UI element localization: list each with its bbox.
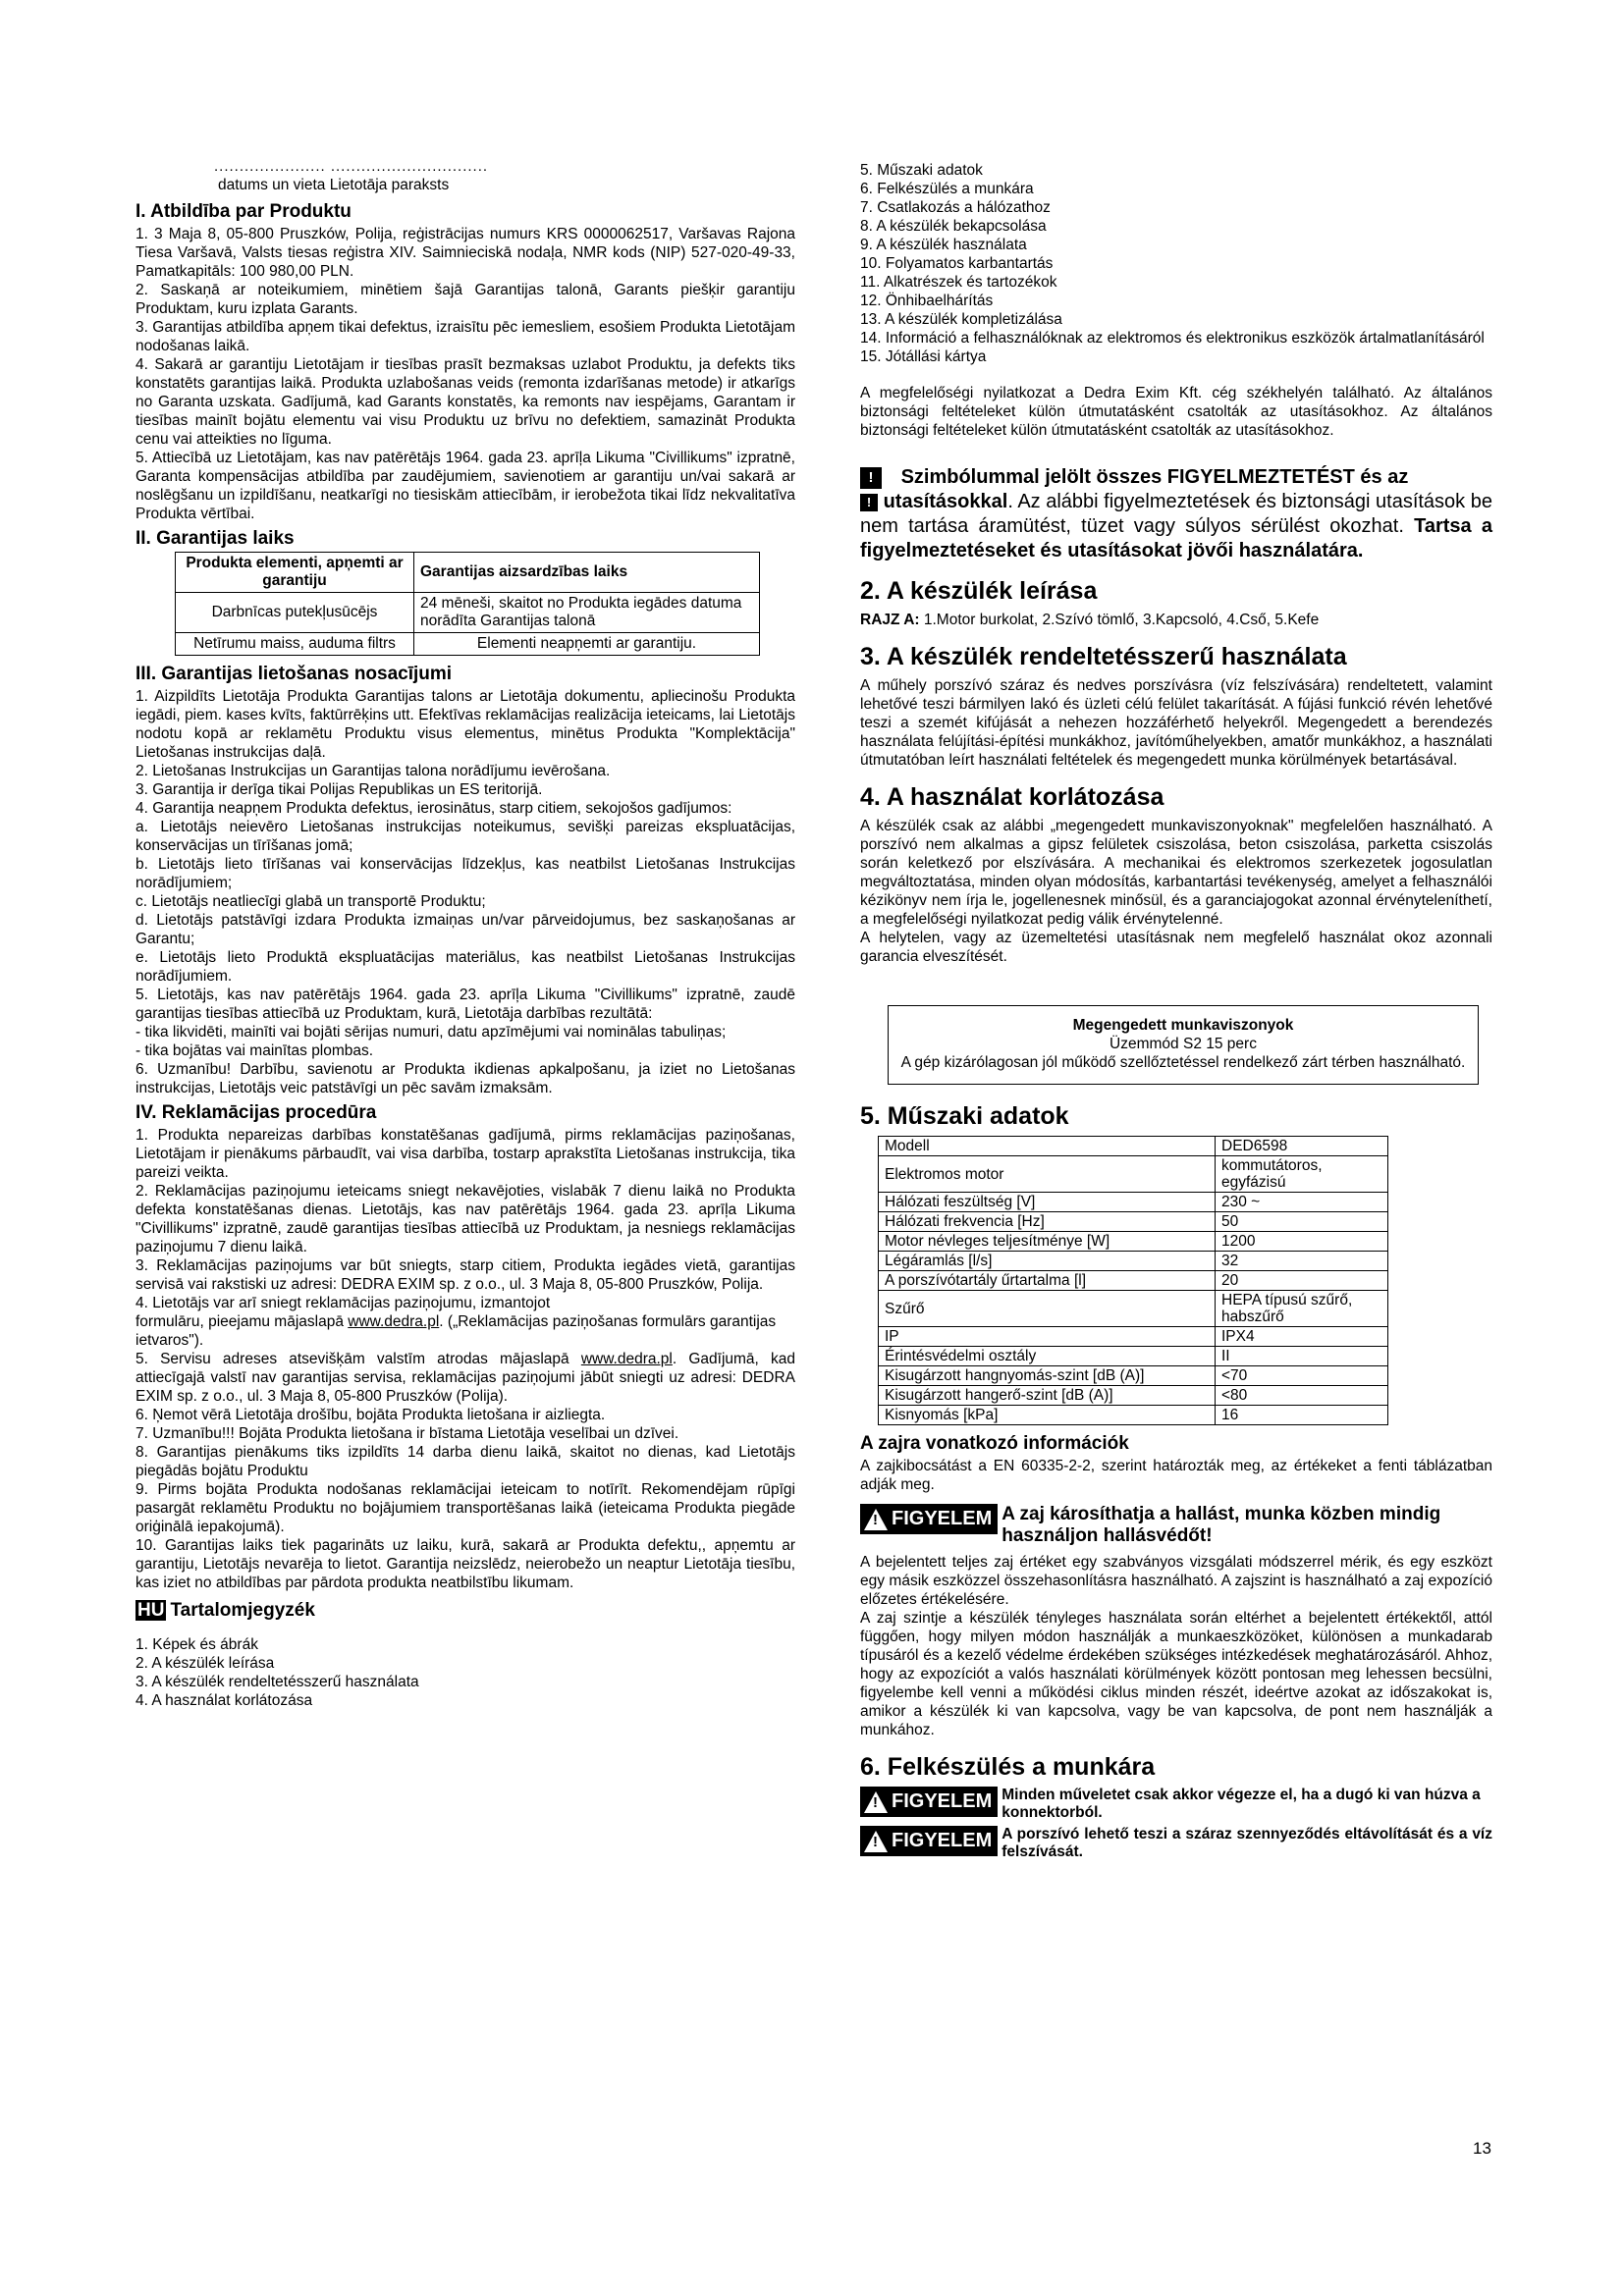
spec-value: <70	[1216, 1366, 1388, 1386]
left-column	[135, 157, 795, 1710]
lv-s4-para-4b: formulāru, pieejamu mājaslapā www.dedra.pl. („Reklamācijas paziņošanas formulārs garantijas ietvaros").	[135, 1313, 777, 1349]
table-cell: Netīrumu maiss, auduma filtrs	[176, 633, 414, 656]
spec-value: IPX4	[1216, 1327, 1388, 1347]
hu-s3-text: A műhely porszívó száraz és nedves porszívásra (víz felszívására) rendeltetett, valamint lehetővé teszi bármilyen lakó és üzleti célú felület takarítását. A fújási funkció révén lehetővé teszi a szemét kifújását a nehezen hozzáférhető helyekről. Megengedett a berendezés használata felújítási-építési munkákhoz, javítóműhelyekben, amatőr munkákhoz, a használati útmutatóban leírt használati feltételek és megengedett munka körülmények betartásával.	[860, 677, 1492, 769]
spec-value: 230 ~	[1216, 1193, 1388, 1212]
toc-item: 3. A készülék rendeltetésszerű használata	[135, 1674, 419, 1690]
table-row	[879, 1291, 1388, 1327]
lv-s4-para: 10. Garantijas laiks tiek pagarināts uz laiku, kurā, sakarā ar Produkta defektu,, apņemtu ar garantiju, Lietotājs nevarēja to lietot. Garantija neizslēdz, neierobežo un neaptur Lietotāja tiesību, kas iziet no atbildības par pārdota produkta neatbilstību likumam.	[135, 1537, 795, 1591]
spec-table	[878, 1136, 1388, 1425]
hu-s4-text: A készülék csak az alábbi „megengedett munkaviszonyoknak" megfelelően használható. A porszívó nem alkalmas a gipsz felületek csiszolása, beton csiszolása, parketta csiszolás során keletkező por elszívására. A mechanikai és elektromos szerkezetek jogosulatlan megváltoztatása, minden olyan módosítás, karbantartási tevékenység, amelyet a felhasználói kézikönyv nem írja le, jogellenesnek minősül, és a garanciajogokat azonnal érvényteleníthetí, a megfelelőségi nyilatkozat pedig válik érvénytelenné.	[860, 818, 1492, 928]
noise-text: A zajkibocsátást a EN 60335-2-2, szerint határozták meg, az értékeket a fenti táblázatban adják meg.	[860, 1458, 1492, 1493]
page-number: 13	[1473, 2139, 1491, 2158]
allowed-conditions-box	[888, 1005, 1479, 1085]
figyelem-badge: ! FIGYELEM	[860, 1787, 998, 1817]
table-row	[176, 633, 760, 656]
lv-s1-para: 3. Garantijas atbildība apņem tikai defektus, izraisītu pēc iemesliem, esošiem Produkta Lietotājam nodošanas laikā.	[135, 319, 795, 354]
spec-value: 50	[1216, 1212, 1388, 1232]
spec-label: Motor névleges teljesítménye [W]	[879, 1232, 1216, 1252]
noise-warning: ! FIGYELEM A zaj károsíthatja a hallást, munka közben mindig használjon hallásvédőt!	[860, 1504, 1492, 1547]
toc-item: 12. Önhibaelhárítás	[860, 293, 994, 309]
prep-warning: ! FIGYELEM Minden műveletet csak akkor végezze el, ha a dugó ki van húzva a konnektorból.	[860, 1787, 1492, 1822]
website-link[interactable]: www.dedra.pl	[348, 1313, 440, 1330]
table-header-cell: Garantijas aizsardzības laiks	[414, 553, 760, 593]
spec-value: II	[1216, 1347, 1388, 1366]
lv-s3-para: a. Lietotājs neievēro Lietošanas instrukcijas noteikumus, sevišķi pareizas ekspluatācijas, konservācijas un tīrīšanas jomā;	[135, 819, 795, 854]
lv-s4-para: 9. Pirms bojāta Produkta nodošanas reklamācijai ieteicam to notīrīt. Rekomendējam rūpīgi pasargāt reklamētu Produktu no bojājumiem transportēšanas laikā (ieteicama Produkta piegāde oriģinālā iepakojumā).	[135, 1481, 795, 1535]
toc-item: 5. Műszaki adatok	[860, 162, 983, 179]
spec-value: 20	[1216, 1271, 1388, 1291]
hu-section-6-title: 6. Felkészülés a munkára	[860, 1753, 1156, 1781]
warranty-table	[175, 552, 760, 656]
table-row	[879, 1212, 1388, 1232]
spec-label: Hálózati feszültség [V]	[879, 1193, 1216, 1212]
website-link[interactable]: www.dedra.pl	[580, 1351, 673, 1367]
lv-s4-para-5: 5. Servisu adreses atsevišķām valstīm atrodas mājaslapā www.dedra.pl. Gadījumā, kad attiecīgajā valstī nav garantijas servisa, reklamācijas paziņojumi jābūt sniegti uz adresi: DEDRA EXIM sp. z o.o., ul. 3 Maja 8, 05-800 Pruszków (Polija).	[135, 1351, 795, 1405]
noise-para: A zaj szintje a készülék tényleges használata során eltérhet a bejelentett értékektől, attól függően, hogy milyen módon használják a munkaeszközöket, különösen a munkadarab típusáról és a kezelő védelme érdekében szükséges intézkedések meghatározásáról. Ahhoz, hogy az expozíciót a valós használati körülmények között pontosan meg lehessen becsülni, figyelembe kell venni a működési ciklus minden részét, ideértve azokat az időszakokat is, amikor a készülék ki van kapcsolva, vagy be van kapcsolva, de pont nem használják a munkához.	[860, 1610, 1492, 1738]
box-title: Megengedett munkaviszonyok	[1072, 1017, 1294, 1034]
spec-label: Érintésvédelmi osztály	[879, 1347, 1216, 1366]
lv-s4-para: 8. Garantijas pienākums tiks izpildīts 14 darba dienu laikā, skaitot no dienas, kad Lietotājs piegādās bojātu Produktu	[135, 1444, 795, 1479]
spec-value: kommutátoros, egyfázisú	[1216, 1156, 1388, 1193]
lv-s3-para: 2. Lietošanas Instrukcijas un Garantijas talona norādījumu ievērošana.	[135, 763, 611, 779]
lv-s3-para: - tika bojātas vai mainītas plombas.	[135, 1042, 374, 1059]
box-line: A gép kizárólagosan jól működő szellőztetéssel rendelkező zárt térben használható.	[900, 1054, 1466, 1071]
toc-item: 4. A használat korlátozása	[135, 1692, 313, 1709]
table-row	[879, 1327, 1388, 1347]
spec-label: Kisugárzott hangnyomás-szint [dB (A)]	[879, 1366, 1216, 1386]
spec-value: 1200	[1216, 1232, 1388, 1252]
spec-value: 32	[1216, 1252, 1388, 1271]
spec-label: Elektromos motor	[879, 1156, 1216, 1193]
toc-item: 7. Csatlakozás a hálózathoz	[860, 199, 1051, 216]
hu-section-5-title: 5. Műszaki adatok	[860, 1102, 1069, 1130]
prep-warning: ! FIGYELEM A porszívó lehető teszi a száraz szennyeződés eltávolítását és a víz felszívását.	[860, 1826, 1492, 1861]
spec-label: Modell	[879, 1137, 1216, 1156]
table-row	[879, 1271, 1388, 1291]
spec-label: Kisugárzott hangerő-szint [dB (A)]	[879, 1386, 1216, 1406]
table-row	[879, 1406, 1388, 1425]
lv-s3-para: - tika likvidēti, mainīti vai bojāti sērijas numuri, datu apzīmējumi vai nominālas tabuliņas;	[135, 1024, 727, 1041]
table-row	[879, 1156, 1388, 1193]
lv-s3-para: 5. Lietotājs, kas nav patērētājs 1964. gada 23. aprīļa Likuma "Civillikums" izpratnē, zaudē garantijas tiesības attiecībā uz Produktam, kurā, Lietotāja darbības rezultātā:	[135, 987, 795, 1022]
figyelem-badge: ! FIGYELEM	[860, 1504, 998, 1534]
noise-title: A zajra vonatkozó információk	[860, 1433, 1129, 1454]
hu-s2-text: RAJZ A: 1.Motor burkolat, 2.Szívó tömlő, 3.Kapcsoló, 4.Cső, 5.Kefe	[860, 612, 1320, 628]
spec-label: Légáramlás [l/s]	[879, 1252, 1216, 1271]
lv-s1-para: 2. Saskaņā ar noteikumiem, minētiem šajā Garantijas talonā, Garants piešķir garantiju Produktam, kuru izplata Garants.	[135, 282, 795, 317]
lv-s3-para: c. Lietotājs neatliecīgi glabā un transportē Produktu;	[135, 893, 486, 910]
spec-value: <80	[1216, 1386, 1388, 1406]
hu-section-2-title: 2. A készülék leírása	[860, 577, 1098, 605]
table-cell: Elementi neapņemti ar garantiju.	[414, 633, 760, 656]
hu-section-4-title: 4. A használat korlátozása	[860, 783, 1164, 811]
table-row	[879, 1252, 1388, 1271]
hu-section-3-title: 3. A készülék rendeltetésszerű használata	[860, 643, 1347, 670]
right-column	[860, 161, 1492, 1865]
spec-label: Kisnyomás [kPa]	[879, 1406, 1216, 1425]
lv-s4-para: 1. Produkta nepareizas darbības konstatēšanas gadījumā, pirms reklamācijas paziņošanas, Lietotājam ir pienākums pārbaudīt, vai visa darbība, tostarp aprakstīta Lietošanas instrukcija, tika pareizi veikta.	[135, 1127, 795, 1181]
spec-label: IP	[879, 1327, 1216, 1347]
toc-item: 14. Információ a felhasználóknak az elektromos és elektronikus eszközök ártalmatlanításáról	[860, 330, 1485, 347]
toc-item: 2. A készülék leírása	[135, 1655, 275, 1672]
table-header-cell: Produkta elementi, apņemti ar garantiju	[176, 553, 414, 593]
warning-icon: !	[860, 467, 882, 489]
figyelem-badge: ! FIGYELEM	[860, 1826, 998, 1856]
signature-dots: ...................... ...............................	[214, 158, 489, 175]
toc-item: 13. A készülék kompletizálása	[860, 311, 1062, 328]
lv-section-1-title: I. Atbildība par Produktu	[135, 201, 352, 222]
lv-s3-para: e. Lietotājs lieto Produktā ekspluatācijas materiālus, kas neatbilst Lietošanas Instrukcijas norādījumiem.	[135, 949, 795, 985]
lv-s3-para: d. Lietotājs patstāvīgi izdara Produkta izmaiņas un/var pārveidojumus, bez saskaņošanas ar Garantu;	[135, 912, 795, 947]
hu-s4-text: A helytelen, vagy az üzemeltetési utasításnak nem megfelelő használat okoz azonnali garancia elveszítését.	[860, 930, 1492, 965]
lv-section-3-title: III. Garantijas lietošanas nosacījumi	[135, 664, 453, 684]
table-cell: 24 mēneši, skaitot no Produkta iegādes datuma norādīta Garantijas talonā	[414, 593, 760, 633]
toc-item: 10. Folyamatos karbantartás	[860, 255, 1054, 272]
language-badge: HU	[137, 1600, 165, 1621]
lv-s1-para: 4. Sakarā ar garantiju Lietotājam ir tiesības prasīt bezmaksas uzlabot Produktu, ja defekts tiks konstatēts garantijas laikā. Produkta uzlabošanas veids (remonta izdarīšanas metode) ir atkarīgs no Garanta uzskata. Gadījumā, kad Garants konstatēs, ka remonts nav iespējams, Garantam ir tiesības mainīt bojātu elementu vai visu Produktu uz brīvu no defektiem, samazināt Produkta cenu vai atteikties no līguma.	[135, 356, 795, 448]
table-row	[879, 1386, 1388, 1406]
spec-value: 16	[1216, 1406, 1388, 1425]
toc-item: 11. Alkatrészek és tartozékok	[860, 274, 1057, 291]
table-row	[879, 1137, 1388, 1156]
spec-label: Hálózati frekvencia [Hz]	[879, 1212, 1216, 1232]
warning-icon: !	[864, 1509, 888, 1530]
spec-label: Szűrő	[879, 1291, 1216, 1327]
box-line: Üzemmód S2 15 perc	[1110, 1036, 1257, 1052]
warning-icon: !	[860, 494, 878, 511]
table-row	[879, 1193, 1388, 1212]
lv-s3-para: 6. Uzmanību! Darbību, savienotu ar Produkta ikdienas apkalpošanu, ja iziet no Lietošanas instrukcijas, Lietotājs veic patstāvīgi un pēc savām izmaksām.	[135, 1061, 795, 1096]
table-row	[176, 593, 760, 633]
lv-s3-para: 3. Garantija ir derīga tikai Polijas Republikas un ES teritorijā.	[135, 781, 543, 798]
noise-para: A bejelentett teljes zaj értéket egy szabványos vizsgálati módszerrel mérik, és egy eszközt egy másik eszközzel összehasonlításra használható. A zajszint is használható a zaj expozíció előzetes értékelésére.	[860, 1554, 1492, 1608]
lv-s4-para: 7. Uzmanību!!! Bojāta Produkta lietošana ir bīstama Lietotāja veselībai un dzīvei.	[135, 1425, 679, 1442]
table-row	[879, 1232, 1388, 1252]
table-row	[176, 553, 760, 593]
table-cell: Darbnīcas putekļusūcējs	[176, 593, 414, 633]
spec-value: HEPA típusú szűrő, habszűrő	[1216, 1291, 1388, 1327]
warning-icon: !	[864, 1791, 888, 1813]
table-row	[879, 1366, 1388, 1386]
lv-section-2-title: II. Garantijas laiks	[135, 528, 295, 549]
conformity-para: A megfelelőségi nyilatkozat a Dedra Exim Kft. cég székhelyén található. Az általános biztonsági feltételeket külön útmutatásként csatolták az utasításokhoz. Az általános biztonsági feltételeket külön útmutatásként csatolták az utasításokhoz.	[860, 385, 1492, 439]
lv-s4-para: 2. Reklamācijas paziņojumu ieteicams sniegt nekavējoties, vislabāk 7 dienu laikā no Produkta defekta konstatēšanas dienas. Lietotājs, kas nav patērētājs 1964. gada 23. aprīļa Likuma "Civillikums" izpratnē, zaudē garantijas tiesības attiecībā uz Produktam, ja nesniegs reklamācijas paziņojumu 7 dienu laikā.	[135, 1183, 795, 1255]
lv-s4-para: 6. Ņemot vērā Lietotāja drošību, bojāta Produkta lietošana ir aizliegta.	[135, 1407, 606, 1423]
toc-item: 8. A készülék bekapcsolása	[860, 218, 1047, 235]
toc-item: 6. Felkészülés a munkára	[860, 181, 1034, 197]
lv-s3-para: 4. Garantija neapņem Produkta defektus, ierosinātus, starp citiem, sekojošos gadījumos:	[135, 800, 732, 817]
lv-s1-para: 5. Attiecībā uz Lietotājam, kas nav patērētājs 1964. gada 23. aprīļa Likuma "Civillikums" izpratnē, Garanta kompensācijas atbildība par zaudējumiem, savienotiem ar garantiju un/vai sakarā ar noslēgšanu un izpildīšanu, neatkarīgi no tiesiskām attiecībām, ir ierobežota tikai līdz nekvalitatīva Produkta vērtībai.	[135, 450, 795, 522]
lv-s3-para: 1. Aizpildīts Lietotāja Produkta Garantijas talons ar Lietotāja dokumentu, apliecinošu Produkta iegādi, piem. kases kvīts, faktūrrēķins utt. Efektīvas reklamācijas realizācija ieteicams, lai Lietotājs nodotu kopā ar reklamētu Produktu visus elementus, minētus Produkta "Komplektācija" Lietošanas instrukcijas daļā.	[135, 688, 795, 761]
warning-intro: ! Szimbólummal jelölt összes FIGYELMEZTETÉST és az ! utasításokkal. Az alábbi figyelmeztetések és biztonsági utasítások be nem tartása áramütést, tüzet vagy súlyos sérülést okozhat. Tartsa a figyelmeztetéseket és utasításokat jövői használatára.	[860, 466, 1492, 561]
toc-item: 15. Jótállási kártya	[860, 348, 987, 365]
hu-toc-title: HU Tartalomjegyzék	[137, 1600, 315, 1621]
spec-value: DED6598	[1216, 1137, 1388, 1156]
spec-label: A porszívótartály űrtartalma [l]	[879, 1271, 1216, 1291]
lv-s4-para: 4. Lietotājs var arī sniegt reklamācijas paziņojumu, izmantojot	[135, 1295, 551, 1311]
table-row	[879, 1347, 1388, 1366]
lv-s1-para: 1. 3 Maja 8, 05-800 Pruszków, Polija, reģistrācijas numurs KRS 0000062517, Varšavas Rajona Tiesa Varšavā, Valsts tiesas reģistra XIV. Saimnieciskā nodaļa, NMR kods (NIP) 527-020-49-33, Pamatkapitāls: 100 980,00 PLN.	[135, 226, 795, 280]
toc-item: 9. A készülék használata	[860, 237, 1027, 253]
lv-s3-para: b. Lietotājs lieto tīrīšanas vai konservācijas līdzekļus, kas neatbilst Lietošanas Instrukcijas norādījumiem;	[135, 856, 795, 891]
signature-caption: datums un vieta Lietotāja paraksts	[218, 177, 450, 193]
lv-section-4-title: IV. Reklamācijas procedūra	[135, 1102, 377, 1123]
toc-item: 1. Képek és ábrák	[135, 1636, 258, 1653]
warning-icon: !	[864, 1831, 888, 1852]
lv-s4-para: 3. Reklamācijas paziņojums var būt sniegts, starp citiem, Produkta iegādes vietā, garantijas servisā vai rakstiski uz adresi: DEDRA EXIM sp. z o.o., ul. 3 Maja 8, 05-800 Pruszków, Polija.	[135, 1257, 795, 1293]
